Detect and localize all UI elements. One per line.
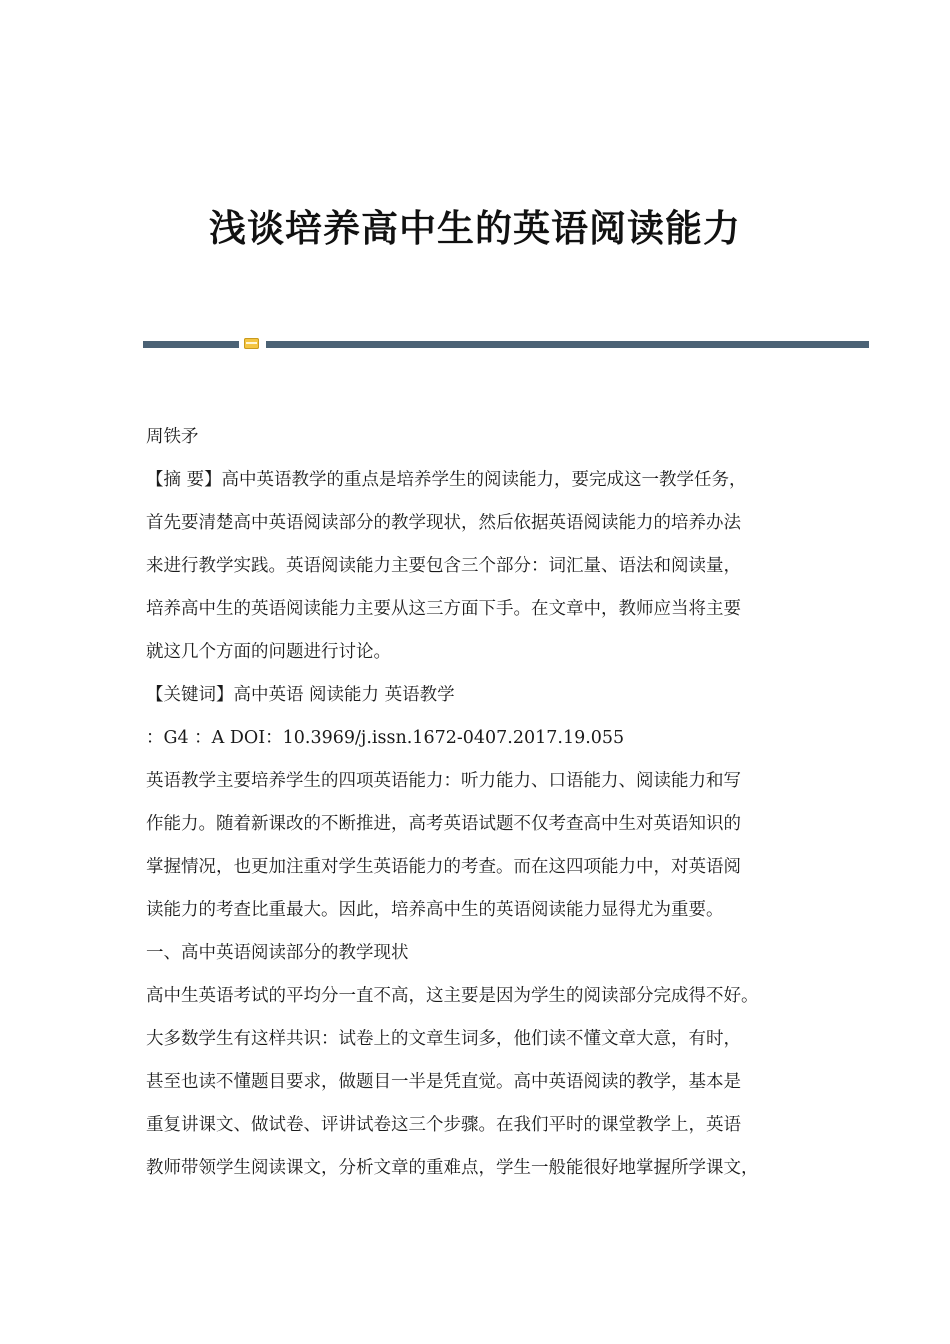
body-line: 作能力。随着新课改的不断推进，高考英语试题不仅考查高中生对英语知识的 <box>146 814 741 834</box>
abstract-line: 首先要清楚高中英语阅读部分的教学现状，然后依据英语阅读能力的培养办法 <box>146 513 741 533</box>
abstract-line: 【摘 要】高中英语教学的重点是培养学生的阅读能力，要完成这一教学任务， <box>146 470 747 490</box>
title-divider <box>143 337 869 351</box>
body-line: 高中生英语考试的平均分一直不高，这主要是因为学生的阅读部分完成得不好。 <box>146 986 759 1006</box>
doi-line: ：G4 ：A DOI：10.3969/j.issn.1672-0407.2017.19.055 <box>146 728 625 748</box>
body-line: 英语教学主要培养学生的四项英语能力：听力能力、口语能力、阅读能力和写 <box>146 771 741 791</box>
author-name: 周铁矛 <box>146 427 199 447</box>
article-body <box>146 416 826 1190</box>
book-emblem-icon <box>244 338 259 349</box>
abstract-line: 培养高中生的英语阅读能力主要从这三方面下手。在文章中，教师应当将主要 <box>146 599 741 619</box>
abstract-line: 就这几个方面的问题进行讨论。 <box>146 642 391 662</box>
body-line: 教师带领学生阅读课文，分析文章的重难点，学生一般能很好地掌握所学课文， <box>146 1158 759 1178</box>
body-line: 大多数学生有这样共识：试卷上的文章生词多，他们读不懂文章大意，有时， <box>146 1029 741 1049</box>
body-line: 甚至也读不懂题目要求，做题目一半是凭直觉。高中英语阅读的教学，基本是 <box>146 1072 741 1092</box>
section-heading: 一、高中英语阅读部分的教学现状 <box>146 943 409 963</box>
abstract-line: 来进行教学实践。英语阅读能力主要包含三个部分：词汇量、语法和阅读量， <box>146 556 741 576</box>
divider-bar-left <box>143 341 239 348</box>
body-line: 掌握情况，也更加注重对学生英语能力的考查。而在这四项能力中，对英语阅 <box>146 857 741 877</box>
body-line: 读能力的考查比重最大。因此，培养高中生的英语阅读能力显得尤为重要。 <box>146 900 724 920</box>
divider-bar-right <box>266 341 869 348</box>
keywords-line: 【关键词】高中英语 阅读能力 英语教学 <box>146 685 455 705</box>
body-line: 重复讲课文、做试卷、评讲试卷这三个步骤。在我们平时的课堂教学上，英语 <box>146 1115 741 1135</box>
page-title: 浅谈培养高中生的英语阅读能力 <box>209 206 741 250</box>
